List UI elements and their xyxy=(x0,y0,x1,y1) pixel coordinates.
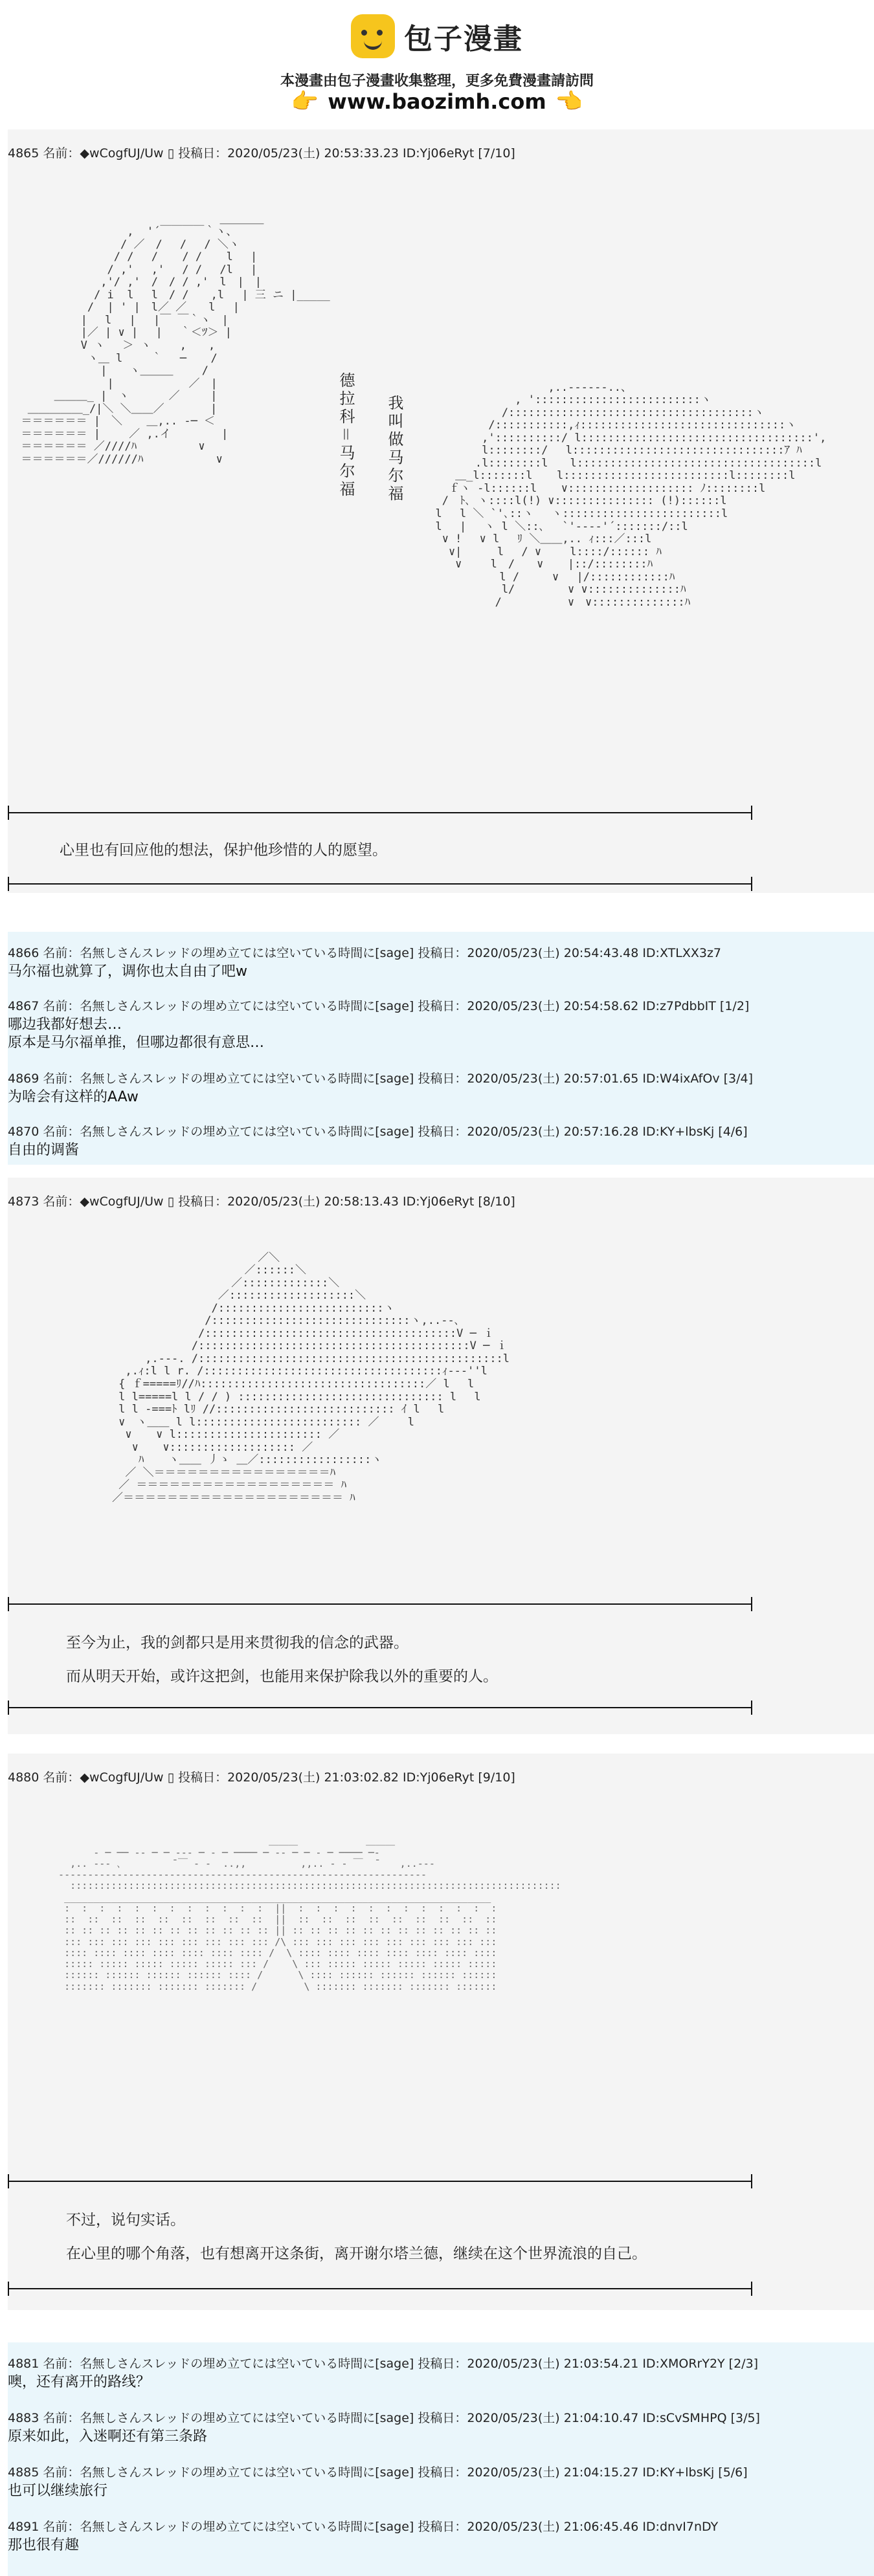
post-header: 4880 名前：◆wCogfUJ/Uw ▯ 投稿日：2020/05/23(土) 21:03:02.82 ID:Yj06eRyt [9/10] xyxy=(8,1770,515,1785)
divider xyxy=(8,2181,752,2182)
divider xyxy=(8,1707,752,1708)
narration-line: 而从明天开始，或许这把剑，也能用来保护除我以外的重要的人。 xyxy=(66,1668,498,1685)
bun-logo-icon xyxy=(351,14,395,58)
narration-line: 在心里的哪个角落，也有想离开这条街，离开谢尔塔兰德，继续在这个世界流浪的自己。 xyxy=(66,2245,647,2262)
reply-body: 自由的调酱 xyxy=(8,1142,80,1158)
reply-header: 4891 名前：名無しさんスレッドの埋め立てには空いている時間に[sage] 投稿日：2020/05/23(土) 21:06:45.46 ID:dnvI7nDY xyxy=(8,2520,719,2534)
post-4865 xyxy=(8,129,874,893)
reply-body: 噢，还有离开的路线？ xyxy=(8,2374,151,2390)
site-banner xyxy=(0,0,874,123)
reply-body: 哪边我都好想去… xyxy=(8,1017,122,1033)
reply-header: 4869 名前：名無しさんスレッドの埋め立てには空いている時間に[sage] 投稿日：2020/05/23(土) 20:57:01.65 ID:W4ixAfOv [3/4] xyxy=(8,1072,754,1086)
ascii-art-girl: ,..--‐‐--..、 , ':::::::::::::::::::::::::ヽ /:::::::::::::::::::::::::::::::::::::ヽ /:::::::::::,ｨ:::::::::::::::::::::::::::::::ヽ ,'::::::::::/ l:::::::::::::::::::::::::::::::::::', l::::::::/ l::::::::::::::::::::::::::::::::ｱ ﾊ .l::::::::l l::::::::::::::::::::::::::::::::::::l ＿_l:::::::l l:::::::::::::::::::::::::l::::::::l ｆヽ ‐l::::::l ∨::::::::::::::::::: ﾉ::::::::l / ﾄ､ ヽ::::l(!) ∨::::::::::::::: (!)::::::l l l ＼ `'､::ヽ ヽ::::::::::::::::::::::::l l | ヽ l ＼::､ `'‐‐‐‐'´:::::::/::l ∨ ! ∨ l ﾘ ＼＿＿,.. ｨ:::／:::l ∨| l / ∨ l::::/:::::: ﾊ ∨ l / ∨ |::/::::::::ﾊ l / ∨ |/::::::::::::ﾊ l/ ∨ ∨::::::::::::::ﾊ / ∨ ∨::::::::::::::ﾊ xyxy=(435,380,827,609)
site-link[interactable]: 👉 www.baozimh.com 👈 xyxy=(291,89,583,115)
divider xyxy=(8,812,752,813)
ascii-art-landscape: ＿＿＿ ＿＿＿ ‐ ─ ── ‐‐ ─ ─ ‐‐‐ ─ ‐ ─ ──── ─ ‐‐ ─ ─ ‐ ─ ──── ─‐ ,.. -‐‐ ､ ̄ ￣ ‐ - ..,, ,,.. - ‐ ￣ ̄ ,..-‐‐ ‐‐‐‐‐‐‐‐‐‐‐‐‐‐‐‐‐‐‐‐‐‐‐‐‐‐‐‐‐‐‐‐‐‐‐‐‐‐‐‐‐‐‐‐‐‐‐‐‐‐‐‐‐‐‐‐‐‐‐‐‐‐‐ :::::::::::::::::::::::::::::::::::::::::::::::::::::::::::::::::::::::::::::::::::: _________________________________________________________________________ : : : : : : : : : : : : || : : : : : : : : : : : : :: :: :: :: :: :: :: :: :: || :: :: :: :: :: :: :: :: :: :: :: :: :: :: :: :: :: :: :: :: :: || :: :: :: :: :: :: :: :: :: :: :: :: ::: ::: ::: ::: ::: ::: ::: ::: ::: /\ ::: ::: ::: ::: ::: ::: ::: ::: ::: :::: :::: :::: :::: :::: :::: :::: / \ :::: :::: :::: :::: :::: :::: :::: ::::: ::::: ::::: ::::: ::::: ::: / \ ::: ::::: ::::: ::::: ::::: ::::: :::::: :::::: :::::: :::::: :::: / \ :::: :::::: :::::: :::::: :::::: ::::::: ::::::: ::::::: ::::::: / \ ::::::: ::::::: ::::::: ::::::: xyxy=(58,1835,561,1992)
post-4873 xyxy=(8,1178,874,1734)
ascii-art-sword-figure: ／＼ ／::::::＼ ／:::::::::::::＼ ／:::::::::::::::::::＼ /:::::::::::::::::::::::::ヽ /::::::::::::::::::::::::::::::ヽ,..--､ /::::::::::::::::::::::::::::::::::::::V ─ ｉ /:::::::::::::::::::::::::::::::::::::::::V ─ ｉ ,.---. /::::::::::::::::::::::::::::::::::::::::::::::l ,.ｨ:l l r. /::::::::::::::::::::::::::::::::::::ｨ-‐-''l { ｆ=====ﾘ//ﾊ::::::::::::::::::::::::::::::::::／ l l l l=====l l / / ) ::::::::::::::::::::::::::::::: l l l l ‐===ﾄ lﾘ //::::::::::::::::::::::::::: ｲ l l ∨ ヽ＿＿ l l::::::::::::::::::::::::: ／ l ∨ ∨ l:::::::::::::::::::::: ／ ∨ ∨::::::::::::::::::: ／ ﾊ ヽ＿＿ 丿ゝ ＿／:::::::::::::::::ヽ ／ ＼＝＝＝＝＝＝＝＝＝＝＝＝＝＝＝＝ﾊ ／ ＝＝＝＝＝＝＝＝＝＝＝＝＝＝＝＝＝＝ ﾊ ／＝＝＝＝＝＝＝＝＝＝＝＝＝＝＝＝＝＝＝＝ ﾊ xyxy=(111,1251,510,1504)
reply-header: 4866 名前：名無しさんスレッドの埋め立てには空いている時間に[sage] 投稿日：2020/05/23(土) 20:54:43.48 ID:XTLXX3z7 xyxy=(8,946,722,960)
narration-line: 不过，说句实话。 xyxy=(66,2212,185,2229)
reply-body: 原来如此，入迷啊还有第三条路 xyxy=(8,2428,208,2445)
reply-body: 原本是马尔福单推，但哪边都很有意思… xyxy=(8,1035,265,1051)
reply-header: 4885 名前：名無しさんスレッドの埋め立てには空いている時間に[sage] 投稿日：2020/05/23(土) 21:04:15.27 ID:KY+lbsKj [5/6] xyxy=(8,2465,748,2480)
reply-body: 马尔福也就算了，调你也太自由了吧w xyxy=(8,963,247,980)
divider xyxy=(8,2288,752,2289)
pointing-hand-right-icon: 👉 xyxy=(291,89,319,115)
reply-header: 4883 名前：名無しさんスレッドの埋め立てには空いている時間に[sage] 投稿日：2020/05/23(土) 21:04:10.47 ID:sCvSMHPQ [3/5] xyxy=(8,2411,760,2425)
banner-notice: 本漫畫由包子漫畫收集整理，更多免費漫畫請訪問 xyxy=(280,73,594,89)
post-4880 xyxy=(8,1754,874,2310)
reply-body: 为啥会有这样的AAw xyxy=(8,1089,139,1105)
reply-group-2 xyxy=(8,2342,874,2576)
post-header: 4865 名前：◆wCogfUJ/Uw ▯ 投稿日：2020/05/23(土) 20:53:33.23 ID:Yj06eRyt [7/10] xyxy=(8,146,515,160)
reply-body: 那也很有趣 xyxy=(8,2537,80,2553)
logo[interactable] xyxy=(0,14,874,58)
post-header: 4873 名前：◆wCogfUJ/Uw ▯ 投稿日：2020/05/23(土) 20:58:13.43 ID:Yj06eRyt [8/10] xyxy=(8,1194,515,1209)
reply-header: 4870 名前：名無しさんスレッドの埋め立てには空いている時間に[sage] 投稿日：2020/05/23(土) 20:57:16.28 ID:KY+lbsKj [4/6] xyxy=(8,1125,748,1139)
speech-draco-malfoy: 德拉科＝马尔福 xyxy=(337,372,355,499)
divider xyxy=(8,1603,752,1605)
ascii-art-man: ＿＿＿＿ , '´￣￣￣￣｀ヽ、 / ／ / / / ＼ヽ / / / / / l | / ,' ,' / / /l | ,'/ ,' / / / ,' l | | / i l l / / ,l | 三 ニ |_____ / | ' | l／ ／ l | | l | |￣ ￣｀ヽ | |／ | ∨ | | ｀＜ﾂ＞ | V ヽ ＞ ヽ , , ヽ＿ l ｀ ─ / | ヽ＿＿＿ / | ／ | ＿＿＿_ | ヽ ／ | ＿＿＿＿＿_/|＼ ＼＿＿／ | ＝＝＝＝＝＝ | ＼ ＿,.. -─ ＜ ＝＝＝＝＝＝ | ／ ,.イ | ＝＝＝＝＝＝ ／////ﾊ ∨ ＝＝＝＝＝＝／//////ﾊ ∨ xyxy=(21,212,330,466)
logo-text: 包子漫畫 xyxy=(404,23,523,56)
reply-header: 4881 名前：名無しさんスレッドの埋め立てには空いている時間に[sage] 投稿日：2020/05/23(土) 21:03:54.21 ID:XMORrY2Y [2/3] xyxy=(8,2357,759,2371)
divider xyxy=(8,883,752,885)
reply-body: 也可以继续旅行 xyxy=(8,2483,108,2499)
reply-header: 4867 名前：名無しさんスレッドの埋め立てには空いている時間に[sage] 投稿日：2020/05/23(土) 20:54:58.62 ID:z7PdbbIT [1/2] xyxy=(8,999,750,1013)
reply-group-1 xyxy=(8,932,874,1165)
speech-i-am-malfoy: 我叫做马尔福 xyxy=(385,395,403,503)
narration-line: 心里也有回应他的想法，保护他珍惜的人的愿望。 xyxy=(60,842,387,859)
pointing-hand-left-icon: 👈 xyxy=(555,89,583,115)
narration-line: 至今为止，我的剑都只是用来贯彻我的信念的武器。 xyxy=(66,1635,409,1651)
